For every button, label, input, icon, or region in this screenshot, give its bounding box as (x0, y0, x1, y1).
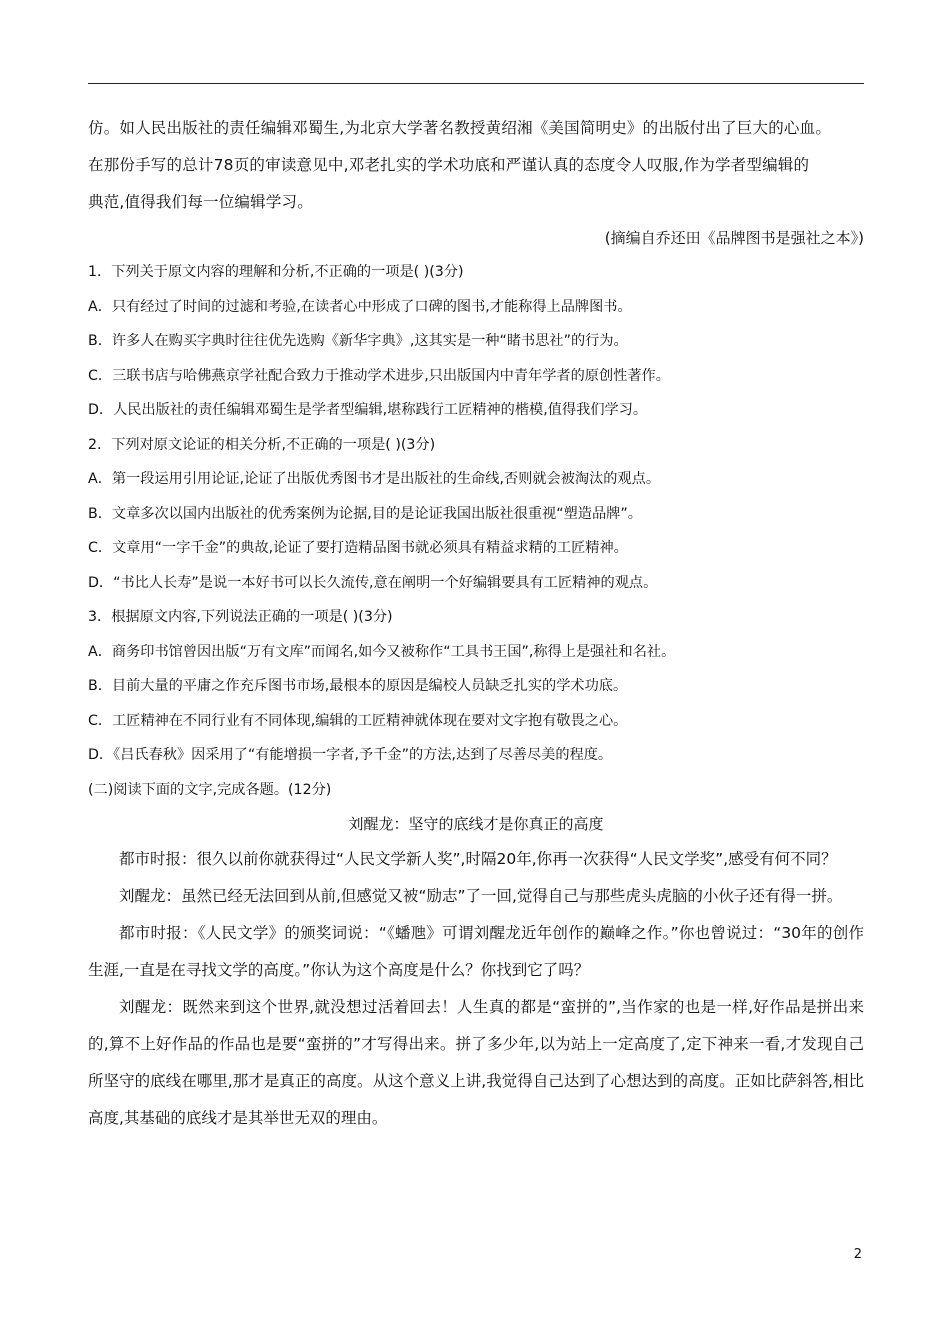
passage-line: 仿。如人民出版社的责任编辑邓蜀生,为北京大学著名教授黄绍湘《美国简明史》的出版付出了巨大的心血。 (88, 119, 832, 137)
page-content (88, 110, 864, 1137)
passage-source: (摘编自乔还田《品牌图书是强社之本》) (604, 229, 864, 247)
question-1-option-b: B．许多人在购买字典时往往优先选购《新华字典》,这其实是一种“睹书思社”的行为。 (88, 333, 628, 349)
question-stem-2: 2．下列对原文论证的相关分析,不正确的一项是( )(3分) (88, 436, 436, 453)
question-3-option-d: D．《吕氏春秋》因采用了“有能增损一字者,予千金”的方法,达到了尽善尽美的程度。 (88, 747, 613, 763)
question-1-option-d: D．人民出版社的责任编辑邓蜀生是学者型编辑,堪称践行工匠精神的楷模,值得我们学习。 (88, 402, 648, 418)
question-stem-3: 3．根据原文内容,下列说法正确的一项是( )(3分) (88, 609, 393, 625)
question-3-option-b: B．目前大量的平庸之作充斥图书市场,最根本的原因是编校人员缺乏扎实的学术功底。 (88, 678, 628, 694)
passage-line: 在那份手写的总计78页的审读意见中,邓老扎实的学术功底和严谨认真的态度令人叹服,作为学者型编辑的 (88, 156, 810, 174)
interview-paragraph: 都市时报：很久以前你就获得过“人民文学新人奖”,时隔20年,你再一次获得“人民文学奖”,感受有何不同？ (119, 850, 837, 868)
header-rule (88, 83, 864, 84)
question-2-option-c: C．文章用“一字千金”的典故,论证了要打造精品图书就必须具有精益求精的工匠精神。 (88, 540, 628, 556)
question-3-option-c: C．工匠精神在不同行业有不同体现,编辑的工匠精神就体现在要对文字抱有敬畏之心。 (88, 712, 628, 729)
question-3-option-a: A．商务印书馆曾因出版“万有文库”而闻名,如今又被称作“工具书王国”,称得上是强社和名社。 (88, 643, 676, 660)
article-title: 刘醒龙：坚守的底线才是你真正的高度 (348, 815, 604, 833)
interview-paragraph: 刘醒龙：虽然已经无法回到从前,但感觉又被“励志”了一回,觉得自己与那些虎头虎脑的小伙子还有得一拼。 (119, 887, 843, 905)
question-2-option-d: D．“书比人长寿”是说一本好书可以长久流传,意在阐明一个好编辑要具有工匠精神的观点。 (88, 574, 658, 591)
interview-paragraph: 刘醒龙：既然来到这个世界,就没想过活着回去！人生真的都是“蛮拼的”,当作家的也是一样,好作品是拼出来的,算不上好作品的作品也是要“蛮拼的”才写得出来。拼了多少年,以为站上一定高度了,定下神来一看,才发现自己所坚守的底线在哪里,那才是真正的高度。从这个意义上讲,我觉得自己达到了心想达到的高度。正如比萨斜答,相比高度,其基础的底线才是其举世无双的理由。 (88, 998, 864, 1127)
question-stem-1: 1．下列关于原文内容的理解和分析,不正确的一项是( )(3分) (88, 264, 464, 280)
question-1-option-a: A．只有经过了时间的过滤和考验,在读者心中形成了口碑的图书,才能称得上品牌图书。 (88, 298, 632, 315)
section-header: (二)阅读下面的文字,完成各题。(12分) (88, 781, 332, 798)
passage-line: 典范,值得我们每一位编辑学习。 (88, 193, 313, 211)
question-2-option-a: A．第一段运用引用论证,论证了出版优秀图书才是出版社的生命线,否则就会被淘汰的观点。 (88, 471, 661, 487)
interview-paragraph: 都市时报：《人民文学》的颁奖词说：“《蟠虺》可谓刘醒龙近年创作的巅峰之作。”你也曾说过：“30年的创作生涯,一直是在寻找文学的高度。”你认为这个高度是什么？你找到它了吗？ (88, 924, 864, 979)
question-2-option-b: B．文章多次以国内出版社的优秀案例为论据,目的是论证我国出版社很重视“塑造品牌”。 (88, 505, 642, 522)
page-number: 2 (853, 1247, 862, 1262)
question-1-option-c: C．三联书店与哈佛燕京学社配合致力于推动学术进步,只出版国内中青年学者的原创性著作。 (88, 367, 670, 384)
